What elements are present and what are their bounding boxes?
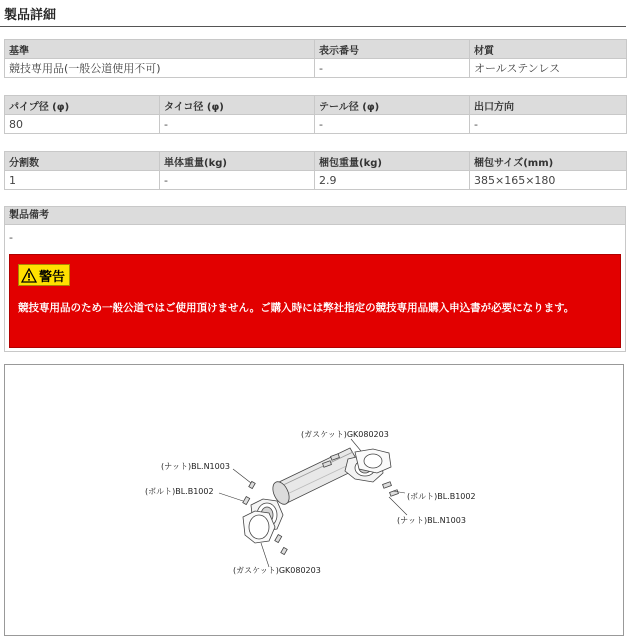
value-exit-direction: -: [470, 115, 627, 134]
warning-title: 警告: [39, 269, 66, 285]
spec-table-3: [4, 151, 627, 190]
value-pipe-diameter: 80: [5, 115, 160, 134]
header-package-size: 梱包サイズ(mm): [470, 152, 627, 171]
title-divider: [0, 26, 626, 27]
warning-badge: [18, 264, 70, 286]
header-pipe-diameter: パイプ径 (φ): [5, 96, 160, 115]
value-package-size: 385×165×180: [470, 171, 627, 190]
exhaust-pipe-drawing: [5, 365, 623, 635]
header-unit-weight: 単体重量(kg): [160, 152, 315, 171]
value-standard: 競技専用品(一般公道使用不可): [5, 59, 315, 78]
header-material: 材質: [470, 40, 627, 59]
warning-text: 競技専用品のため一般公道ではご使用頂けません。ご購入時には弊社指定の競技専用品購入申込書が必要になります。: [18, 302, 575, 314]
header-standard: 基準: [5, 40, 315, 59]
label-gasket-bottom: (ガスケット)GK080203: [233, 566, 321, 575]
page-title: 製品詳細: [4, 8, 57, 23]
label-nut-right: (ナット)BL.N1003: [397, 516, 466, 525]
header-package-weight: 梱包重量(kg): [315, 152, 470, 171]
value-silencer-diameter: -: [160, 115, 315, 134]
value-split-count: 1: [5, 171, 160, 190]
spec-table-2: [4, 95, 627, 134]
value-package-weight: 2.9: [315, 171, 470, 190]
warning-box: [9, 254, 621, 348]
header-split-count: 分割数: [5, 152, 160, 171]
value-unit-weight: -: [160, 171, 315, 190]
label-bolt-left: (ボルト)BL.B1002: [145, 487, 214, 496]
remarks-value: -: [9, 231, 13, 244]
label-nut-left: (ナット)BL.N1003: [161, 462, 230, 471]
warning-triangle-icon: [21, 268, 37, 283]
header-tail-diameter: テール径 (φ): [315, 96, 470, 115]
value-display-number: -: [315, 59, 470, 78]
header-exit-direction: 出口方向: [470, 96, 627, 115]
parts-diagram: [4, 364, 624, 636]
spec-table-1: [4, 39, 627, 78]
value-material: オールステンレス: [470, 59, 627, 78]
label-gasket-top: (ガスケット)GK080203: [301, 430, 389, 439]
value-tail-diameter: -: [315, 115, 470, 134]
remarks-header: 製品備考: [5, 207, 625, 225]
product-remarks: [4, 206, 626, 352]
label-bolt-right: (ボルト)BL.B1002: [407, 492, 476, 501]
header-display-number: 表示番号: [315, 40, 470, 59]
header-silencer-diameter: タイコ径 (φ): [160, 96, 315, 115]
